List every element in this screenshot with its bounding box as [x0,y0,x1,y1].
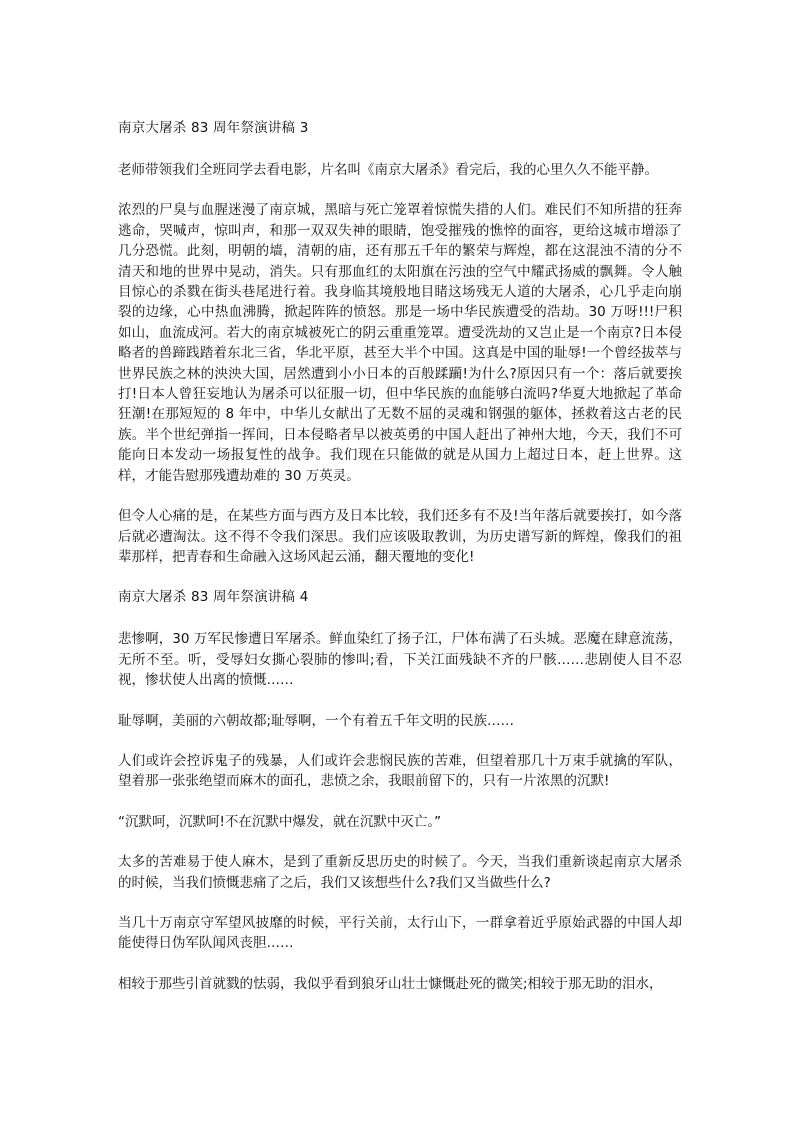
section-title: 南京大屠杀 83 周年祭演讲稿 4 [118,589,309,606]
paragraph: 人们或许会控诉鬼子的残暴，人们或许会悲悯民族的苦难，但望着那几十万束手就擒的军队，望着那一张张绝望而麻木的面孔，悲愤之余，我眼前留下的，只有一片浓黑的沉默! [118,752,682,790]
section-title: 南京大屠杀 83 周年祭演讲稿 3 [118,120,309,136]
paragraph: 浓烈的尸臭与血腥迷漫了南京城，黑暗与死亡笼罩着惊慌失措的人们。难民们不知所措的狂奔逃命，哭喊声，惊叫声，和那一双双失神的眼睛，饱受摧残的憔悴的面容，更给这城市增添了几分恐慌。此刻，明朝的墙，清朝的庙，还有那五千年的繁荣与辉煌，都在这混浊不清的分不清天和地的世界中晃动，消失。只有那血红的太阳旗在污浊的空气中耀武扬威的飘舞。令人触目惊心的杀戮在街头巷尾进行着。我身临其境般地目睹这场残无人道的大屠杀，心几乎走向崩裂的边缘，心中热血沸腾，掀起阵阵的愤怒。那是一场中华民族遭受的浩劫。30 万呀!!!尸积如山，血流成河。若大的南京城被死亡的阴云重重笼罩。遭受洗劫的又岂止是一个南京?日本侵略者的兽蹄践踏着东北三省，华北平原，甚至大半个中国。这真是中国的耻辱!一个曾经拔萃与世界民族之林的泱泱大国，居然遭到小小日本的百般蹂躏!为什么?原因只有一个：落后就要挨打!日本人曾狂妄地认为屠杀可以征服一切，但中华民族的血能够白流吗?华夏大地掀起了革命狂潮!在那短短的 8 年中，中华儿女献出了无数不屈的灵魂和钢强的躯体，拯救着这古老的民族。半个世纪弹指一挥间，日本侵略者早以被英勇的中国人赶出了神州大地，今天，我们不可能向日本发动一场报复性的战争。我们现在只能做的就是从国力上超过日本，赶上世界。这样，才能告慰那残遭劫难的 30 万英灵。 [118,202,682,484]
paragraph: 耻辱啊，美丽的六朝故都;耻辱啊，一个有着五千年文明的民族…… [118,712,515,729]
paragraph: 老师带领我们全班同学去看电影，片名叫《南京大屠杀》看完后，我的心里久久不能平静。 [118,162,658,178]
document-page [118,118,682,1014]
paragraph: 悲惨啊，30 万军民惨遭日军屠杀。鲜血染红了扬子江，尸体布满了石头城。恶魔在肆意流荡，无所不至。听，受辱妇女撕心裂肺的惨叫;看，下关江面残缺不齐的尸骸……悲剧使人目不忍视，惨状使人出离的愤慨…… [118,631,682,689]
paragraph: 相较于那些引首就戮的怯弱，我似乎看到狼牙山壮士慷慨赴死的微笑;相较于那无助的泪水， [118,975,663,992]
paragraph: 但令人心痛的是，在某些方面与西方及日本比较，我们还多有不及!当年落后就要挨打，如今落后就必遭淘汰。这不得不令我们深思。我们应该吸取教训，为历史谱写新的辉煌，像我们的祖辈那样，把青春和生命融入这场风起云涌，翻天覆地的变化! [118,508,682,565]
paragraph: “沉默呵，沉默呵!不在沉默中爆发，就在沉默中灭亡。” [118,813,442,830]
paragraph: 太多的苦难易于使人麻木，是到了重新反思历史的时候了。今天，当我们重新谈起南京大屠杀的时候，当我们愤慨悲痛了之后，我们又该想些什么?我们又当做些什么? [118,854,682,891]
paragraph: 当几十万南京守军望风披靡的时候，平行关前，太行山下，一群拿着近乎原始武器的中国人却能使得日伪军队闻风丧胆…… [118,914,682,952]
